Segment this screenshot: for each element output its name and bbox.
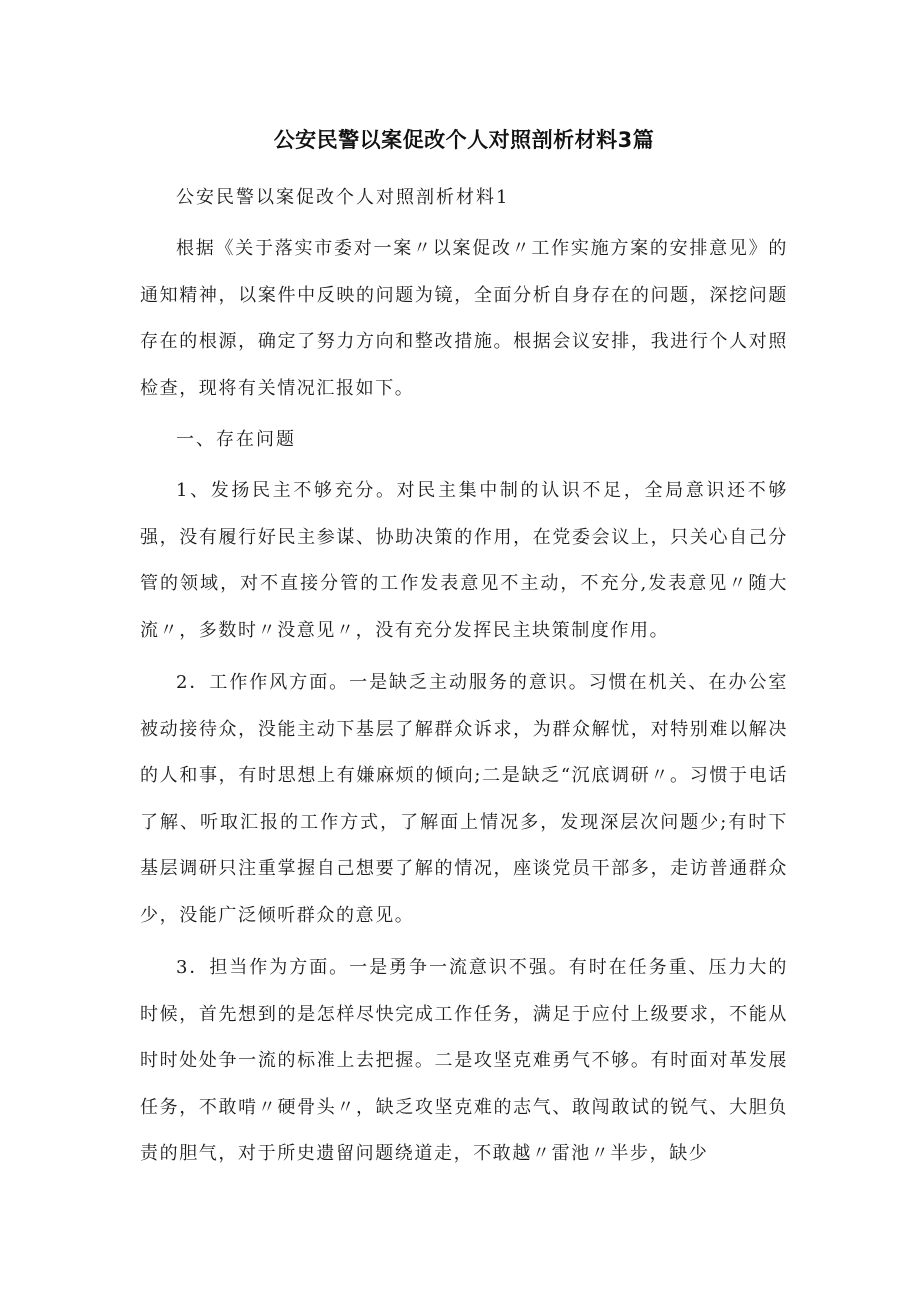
intro-paragraph: 根据《关于落实市委对一案〃以案促改〃工作实施方案的安排意见》的通知精神，以案件中反映的问题为镜，全面分析自身存在的问题，深挖问题存在的根源，确定了努力方向和整改措施。根据会议安排，我进行个人对照检查，现将有关情况汇报如下。	[140, 238, 788, 399]
document-title: 公安民警以案促改个人对照剖析材料3篇	[273, 128, 655, 152]
section-heading: 一、存在问题	[176, 429, 296, 450]
item-paragraph-3: 3．担当作为方面。一是勇争一流意识不强。有时在任务重、压力大的时候，首先想到的是怎样尽快完成工作任务，满足于应付上级要求，不能从时时处处争一流的标准上去把握。二是攻坚克难勇气不够。有时面对革发展任务，不敢啃〃硬骨头〃，缺乏攻坚克难的志气、敢闯敢试的锐气、大胆负责的胆气，对于所史遗留问题绕道走，不敢越〃雷池〃半步，缺少	[140, 957, 788, 1164]
document-subtitle: 公安民警以案促改个人对照剖析材料1	[176, 187, 510, 208]
item-paragraph-1: 1、发扬民主不够充分。对民主集中制的认识不足，全局意识还不够强，没有履行好民主参谋、协助决策的作用，在党委会议上，只关心自己分管的领域，对不直接分管的工作发表意见不主动，不充分,发表意见〃随大流〃，多数时〃没意见〃，没有充分发挥民主块策制度作用。	[140, 480, 788, 641]
item-paragraph-2: 2．工作作风方面。一是缺乏主动服务的意识。习惯在机关、在办公室被动接待众，没能主动下基层了解群众诉求，为群众解忧，对特别难以解决的人和事，有时思想上有嫌麻烦的倾向;二是缺乏“沉底调研〃。习惯于电话了解、听取汇报的工作方式，了解面上情况多，发现深层次问题少;有时下基层调研只注重掌握自己想要了解的情况，座谈党员干部多，走访普通群众少，没能广泛倾听群众的意见。	[140, 672, 788, 926]
document-body	[140, 118, 788, 1184]
